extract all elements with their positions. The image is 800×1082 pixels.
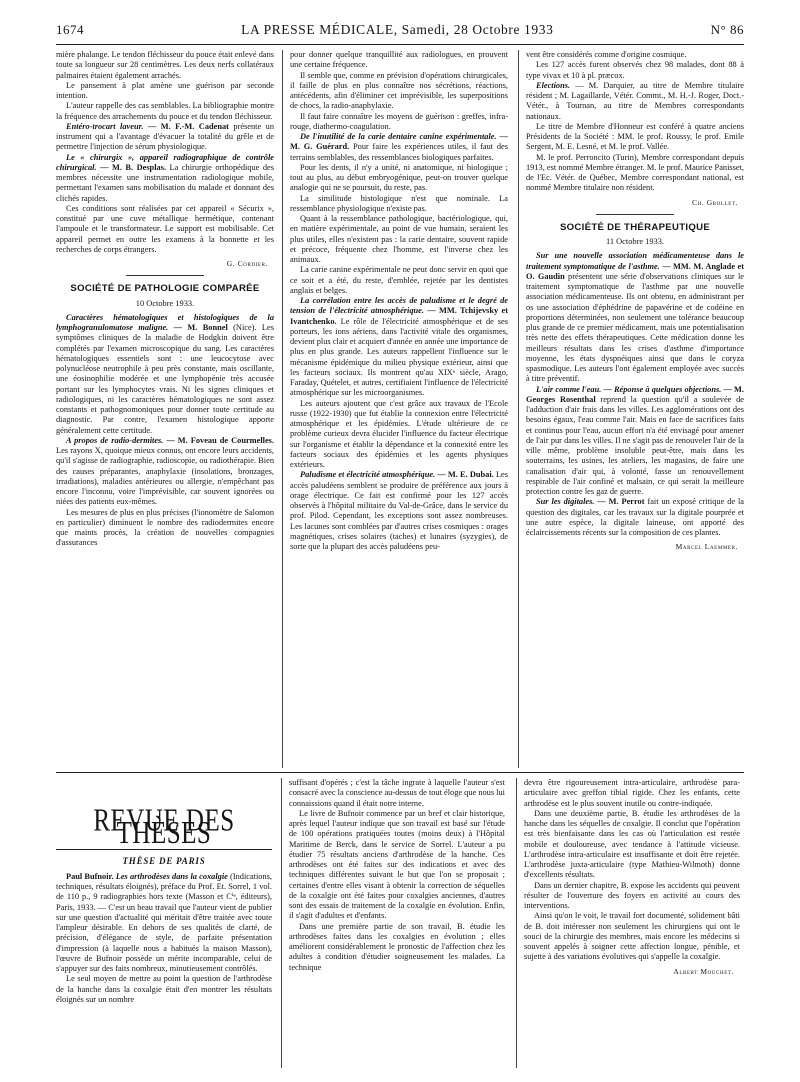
paragraph: Les auteurs ajoutent que c'est grâce aux travaux de l'Ecole russe (1922-1930) que fut établie la connexion entre l'électricité atmosphérique et les épidémies. L'étude ultérieure de ce problème curieux devra élucider l'influence du facteur électrique sur l'organisme et établir la dépendance et la connexité entre les facteurs sociaux des épidémies et les agents physiques extérieurs. xyxy=(290,398,508,469)
article-title: Sur une nouvelle association médicamenteuse dans le traitement symptomatique de l'asthme. xyxy=(526,251,744,271)
header-rule xyxy=(56,44,744,45)
article xyxy=(290,470,508,552)
article-author: — M. F.-M. Cadenat xyxy=(147,121,229,131)
article-title: De l'inutilité de la carie dentaire canine expérimentale. xyxy=(300,132,497,141)
article-author: — M. Perrot xyxy=(597,497,645,507)
article-title: Paludisme et électricité atmosphérique. xyxy=(300,470,436,480)
article xyxy=(56,436,274,508)
paragraph: La carie canine expérimentale ne peut donc servir en quoi que ce soit et a été, du reste, d'emblée, rejetée par les dentistes anglais et belges. xyxy=(290,265,508,295)
paragraph: Ces conditions sont réalisées par cet appareil « Sécurix », constitué par une cuve métallique hermétique, contenant l'ampoule et le transformateur. Le support est mobilisable. Cet appareil permet en outre les examens à la bonnette et les recherches de corps étrangers. xyxy=(56,203,274,254)
article xyxy=(290,296,508,399)
article-text: Les accès paludéens semblent se produire de préférence aux jours à orage électrique. Ce fait est confirmé pour les 127 accès observés à l'hôpital militaire du Val-de-Grâce, dans le service du prof. Pilod. Cependant, les exceptions sont assez nombreuses. Les lacunes sont comblées par d'autres crises cosmiques : orages magnétiques, crises solaires (taches) et lunaires (syzygies), de sorte que la plupart des accès paludéens peu- xyxy=(290,470,508,551)
column-2 xyxy=(290,50,508,768)
society-date: 10 Octobre 1933. xyxy=(135,298,195,308)
review xyxy=(56,872,272,975)
article-title: Entéro-trocart laveur. xyxy=(66,121,144,131)
paragraph: Les mesures de plus en plus précises (l'ionomètre de Salomon en particulier) diminuent le nombre des radiodermites encore que maints procès, la création de nouvelles compagnies d'assurances xyxy=(56,507,274,548)
page-header xyxy=(56,22,744,40)
article xyxy=(56,313,274,436)
paragraph: Quant à la ressemblance pathologique, bactériologique, qui, en matière expérimentale, au point de vue humain, seraient les plus utiles, elles n'existent pas : la carie dentaire, souvent rapide et précoce, fréquente chez l'homme, est l'inverse chez les animaux. xyxy=(290,214,508,264)
upper-columns xyxy=(56,50,744,768)
paragraph: Les 127 accès furent observés chez 98 malades, dont 88 à type vivax et 10 à pl. præcox. xyxy=(526,60,744,80)
paragraph: Il faut faire connaître les moyens de guérison : greffes, infra-rouge, diathermo-coagulation. xyxy=(290,111,508,131)
paragraph: Le livre de Bufnoir commence par un bref et clair historique, après lequel l'auteur indique que son travail est basé sur l'étude de 100 opérations pratiquées toutes (moins deux) à l'Hôpital Maritime de Berck, dans le service de Sorrel. L'auteur a pu étudier 75 résultats anciens d'arthrodèse de la hanche. Ces arthrodèses ont été faites sur des indications et avec des techniques différentes suivant le but que l'on se proposait ; certaines d'entre elles visant à obtenir la correction de séquelles de la coxalgie ont été faites pour coxalgies anciennes, d'autres sont des essais de traitement de la coxalgie en évolution. Enfin, il s'agit d'adultes et d'enfants. xyxy=(289,808,505,921)
article-title: Elections. xyxy=(536,80,571,90)
signature: Ch. Grollet. xyxy=(691,197,738,207)
article-text: Pour faire les expériences utiles, il faut des terrains semblables, des ressemblances biologiques parfaites. xyxy=(290,142,508,162)
article-author: — M. B. Desplas. xyxy=(100,162,167,172)
revue-title: REVUE DES THÈSES xyxy=(93,804,235,851)
paragraph: La similitude histologique n'est que nominale. La ressemblance physiologique n'existe pas. xyxy=(290,193,508,213)
society-name: SOCIÉTÉ DE THÉRAPEUTIQUE xyxy=(559,221,711,233)
article-text: Les rayons X, quoique mieux connus, ont encore leurs accidents, qu'il s'agisse de radiographie, radioscopie, ou radiothérapie. Bien des causes préparantes, anaphylaxie (insolations, bronzages, irradiations), maladies antérieures ou allergie, n'empêchant pas encore l'inconnu, voire l'imprévisible, car souvent ignorées ou niées des patients eux-mêmes. xyxy=(56,446,274,507)
article-text: Le rôle de l'électricité atmosphérique et de ses porteurs, les ions aériens, dans l'activité vitale des organismes, devient plus clair et acquiert d'année en année une importance de plus en plus grande. Les auteurs rappellent l'influence sur le mécanisme épidémique du milieu physique extérieur, ainsi que les facteurs sociaux. Ils montrent qu'au XIXᵉ siècle, Arago, Faraday, Quételet, et autres, certifiaient l'influence de l'électricité atmosphérique sur les microorganismes. xyxy=(290,316,508,398)
article-text: (Nice). Les symptômes cliniques de la maladie de Hodgkin doivent être complétés par l'examen microscopique du sang. Les caractères hématologiques essentiels sont : une leucocytose avec polynucléose neutrophile à peu près constante, mais oscillante, une éosinophilie modérée et une lymphopénie très accusée portant sur les lymphocytes vrais. Ni les signes cliniques et radiologiques, ni les caractères hématologiques ne sont assez constants et pathognomoniques pour donner toute certitude au diagnostic. Par contre, l'examen histologique apporte généralement cette certitude. xyxy=(56,323,274,435)
section-rule xyxy=(126,275,204,276)
article-author: — M. G. Guérard. xyxy=(290,132,508,152)
article-title: L'air comme l'eau. — Réponse à quelques objections. xyxy=(536,384,722,394)
paragraph: Pour les dents, il n'y a unité, ni anatomique, ni biologique ; tout au plus, au début embryogénique, peut-on trouver quelque analogie qui ne se poursuit, du reste, pas. xyxy=(290,162,508,193)
paragraph: Dans un dernier chapitre, B. expose les accidents qui peuvent résulter de l'ouverture des foyers en activité au cours des interventions. xyxy=(524,880,740,910)
column-1 xyxy=(56,50,274,768)
article xyxy=(56,122,274,153)
signature: Albert Mouchet. xyxy=(673,966,734,976)
article-title: Sur les digitales. xyxy=(536,497,595,507)
paragraph: M. le prof. Perroncito (Turin), Membre correspondant depuis 1913, est nommé Membre étranger. M. le prof. Maurice Panisset, de l'Ec. Vétér. de Québec, Membre correspondant national, est nommé Membre titulaire non résident. xyxy=(526,152,744,193)
paragraph: Le seul moyen de mettre au point la question de l'arthrodèse de la hanche dans la coxalgie était d'en montrer les résultats éloignés sur un nombre xyxy=(56,974,272,1004)
article-author: — M. Foveau de Courmelles. xyxy=(166,435,274,445)
article-title: A propos de radio-dermites. xyxy=(66,435,164,445)
paragraph: Dans une première partie de son travail, B. étudie les arthrodèses faites dans les coxalgies en évolution ; elles améliorent considérablement le pronostic de l'affection chez les adultes à condition d'étudier soigneusement les malades. La technique xyxy=(289,921,505,972)
paragraph: mière phalange. Le tendon fléchisseur du pouce était enlevé dans toute sa longueur sur 28 centimètres. Les deux nerfs collatéraux palmaires étaient également arrachés. xyxy=(56,50,274,80)
article-text: présente un instrument qui a l'avantage d'évacuer la totalité du grêle et de permettre l'injection de sérum physiologique. xyxy=(56,121,274,152)
article-text: présentent une série d'observations cliniques sur le traitement symptomatique de l'asthme par une nouvelle association médicamenteuse. Ils ont obtenu, en administrant per os une association d'éphédrine de papavérine et de codéine en proportions déterminées, non seulement une tolérance beaucoup plus grande de ce premier médicament, mais une potentialisation très nette des effets thérapeutiques. Cette médication donne les meilleurs résultats dans les crises d'asthme d'importance moyenne, les états dyspnéiques ainsi que dans le coryza spasmodique. Les auteurs l'ont également employée avec succès à titre préventif. xyxy=(526,271,744,384)
society-date: 11 Octobre 1933. xyxy=(605,237,665,246)
column-3 xyxy=(526,50,744,768)
article xyxy=(526,81,744,122)
article-text: fait un exposé critique de la question des digitales, car les travaux sur la digitale pourprée et une autre espèce, la digitale laineuse, ont apporté des éclaircissements récents sur la composition de ces plantes. xyxy=(526,497,744,537)
paragraph: vent être considérés comme d'origine cosmique. xyxy=(526,50,687,59)
article-author: — M. Georges Rosenthal xyxy=(526,384,744,404)
article xyxy=(526,385,744,498)
paragraph: Dans une deuxième partie, B. étudie les arthrodèses de la hanche dans les séquelles de coxalgie. Il conclut que l'opération est très bienfaisante dans les cas où l'articulation est restée mobile et douloureuse, avec tendance à l'attitude vicieuse. L'arthrodèse intra-articulaire est insuffisante et doit être rejetée. L'arthrodèse juxta-articulaire (type Mathieu-Wilmoth) donne d'excellents résultats. xyxy=(524,808,740,880)
paragraph: suffisant d'opérés ; c'est la tâche ingrate à laquelle l'auteur s'est consacré avec la conscience au-dessus de tout éloge que nous lui connaissions quand il était notre interne. xyxy=(289,778,505,808)
paragraph: Il semble que, comme en prévision d'opérations chirurgicales, il faille de plus en plus connaître nos sécrétions, réactions, antécédents, afin d'éliminer cet imprévisible, les superpositions de chocs, la radio-anaphylaxie. xyxy=(290,70,508,111)
article xyxy=(56,153,274,204)
article-author: — M. Bonnel xyxy=(173,323,228,332)
review-text: (Indications, techniques, résultats éloignés), préface du Prof. Et. Sorrel, 1 vol. de 110 p., 9 radiographies hors texte (Masson et Cⁱᵉ, éditeurs), Paris, 1933. — C'est un beau travail que l'auteur vient de publier sur une question d'actualité qui méritait d'être traitée avec toute l'ampleur désirable. En dehors de ses qualités de clarté, de précision, d'élégance de style, de parfaite présentation d'impression (à laquelle nous a habitués la maison Masson), l'œuvre de Bufnoir possède un mérite incomparable, celui de s'appuyer sur des faits nombreux, minutieusement contrôlés. xyxy=(56,871,272,973)
section-divider xyxy=(56,772,744,773)
paragraph: L'auteur rappelle des cas semblables. La bibliographie montre la fréquence des arrachements du pouce et du tendon fléchisseur. xyxy=(56,101,274,121)
paragraph: Ainsi qu'on le voit, le travail fort documenté, solidement bâti de B. doit intéresser non seulement les chirurgiens qui ont le souci de la chirurgie des membres, mais encore les médecins si souvent appelés à soigner cette affection longue, pénible, et sujette à des variations évolutives qui s'appelle la coxalgie. xyxy=(524,911,740,962)
article-title: La corrélation entre les accès de paludisme et le degré de tension de l'électricité atmosphérique. xyxy=(290,296,508,316)
signature: G. Cordier. xyxy=(226,259,268,268)
paragraph: pour donner quelque tranquillité aux radiologues, en prouvent une certaine fréquence. xyxy=(290,50,508,70)
paragraph: Le titre de Membre d'Honneur est conféré à quatre anciens Présidents de la Société : MM. le prof. Roussy, le prof. Emile Sergent, M. E. Lesné, et M. le prof. Vallée. xyxy=(526,121,744,152)
article xyxy=(526,251,744,384)
review-author: Paul Bufnoir. xyxy=(66,871,114,881)
society-name: SOCIÉTÉ DE PATHOLOGIE COMPARÉE xyxy=(70,283,260,295)
bottom-column-1 xyxy=(56,778,272,1068)
paragraph: devra être rigoureusement intra-articulaire, arthrodèse para-articulaire avec greffon tibial rigide. Chez les enfants, cette arthrodèse est le plus souvent inutile ou contre-indiquée. xyxy=(524,778,740,808)
article-author: — M. E. Dubai. xyxy=(437,470,494,480)
article-title: Le « chirurgix », appareil radiographique de contrôle chirurgical. xyxy=(56,152,274,172)
article xyxy=(290,132,508,163)
review-title: Les arthrodèses dans la coxalgie xyxy=(115,871,228,881)
bottom-column-3 xyxy=(524,778,740,1068)
article-text: reprend la question qu'il a soulevée de l'adduction d'air frais dans les villes. Les agglomérations ont des besoins égaux, l'eau comme l'air. Mais en face de sacrifices faits et continus pour l'eau, aucun effort n'a été envisagé pour amener de l'air pur dans les villes. Il ne s'agit pas de renouveler l'air de la ville même, problème insoluble peut-être, mais dans les souterrains, les usines, les ateliers, les magasins, de faire une canalisation d'air qui, à volonté, fasse un renouvellement respirable de l'air confiné et malsain, ce qui serait la meilleure protection contre les gaz de guerre. xyxy=(526,394,744,496)
paragraph: Le pansement à plat amène une guérison par seconde intention. xyxy=(56,80,274,100)
section-rule xyxy=(596,214,674,215)
issue-number: N° 86 xyxy=(710,22,744,37)
article xyxy=(526,497,744,538)
page-number: 1674 xyxy=(56,22,84,37)
article-author: — MM. Tchijevsky et Ivantchenko. xyxy=(290,306,508,326)
bottom-column-2 xyxy=(289,778,505,1068)
revue-des-theses xyxy=(56,778,744,1068)
article-text: — M. Darquier, au titre de Membre titulaire résident ; M. Lagaillarde, Vétér. Commt., M. H.-J. Roger, Doct.-Vétér., à Tournan, au titre de Membres correspondants nationaux. xyxy=(526,80,744,121)
signature: Marcel Laemmer. xyxy=(675,542,738,552)
article-text: La chirurgie orthopédique des membres nécessite une instrumentation radiologique mobile, permettant l'examen sans mobilisation du malade et donnant des clichés rapides. xyxy=(56,162,274,203)
article-author: — MM. M. Anglade et O. Gaudin xyxy=(526,261,744,281)
these-subheading: THÈSE DE PARIS xyxy=(122,855,206,866)
article-title: Caractères hématologiques et histologiques de la lymphogranulomatose maligne. xyxy=(56,312,274,332)
journal-title: LA PRESSE MÉDICALE, Samedi, 28 Octobre 1933 xyxy=(241,22,554,37)
